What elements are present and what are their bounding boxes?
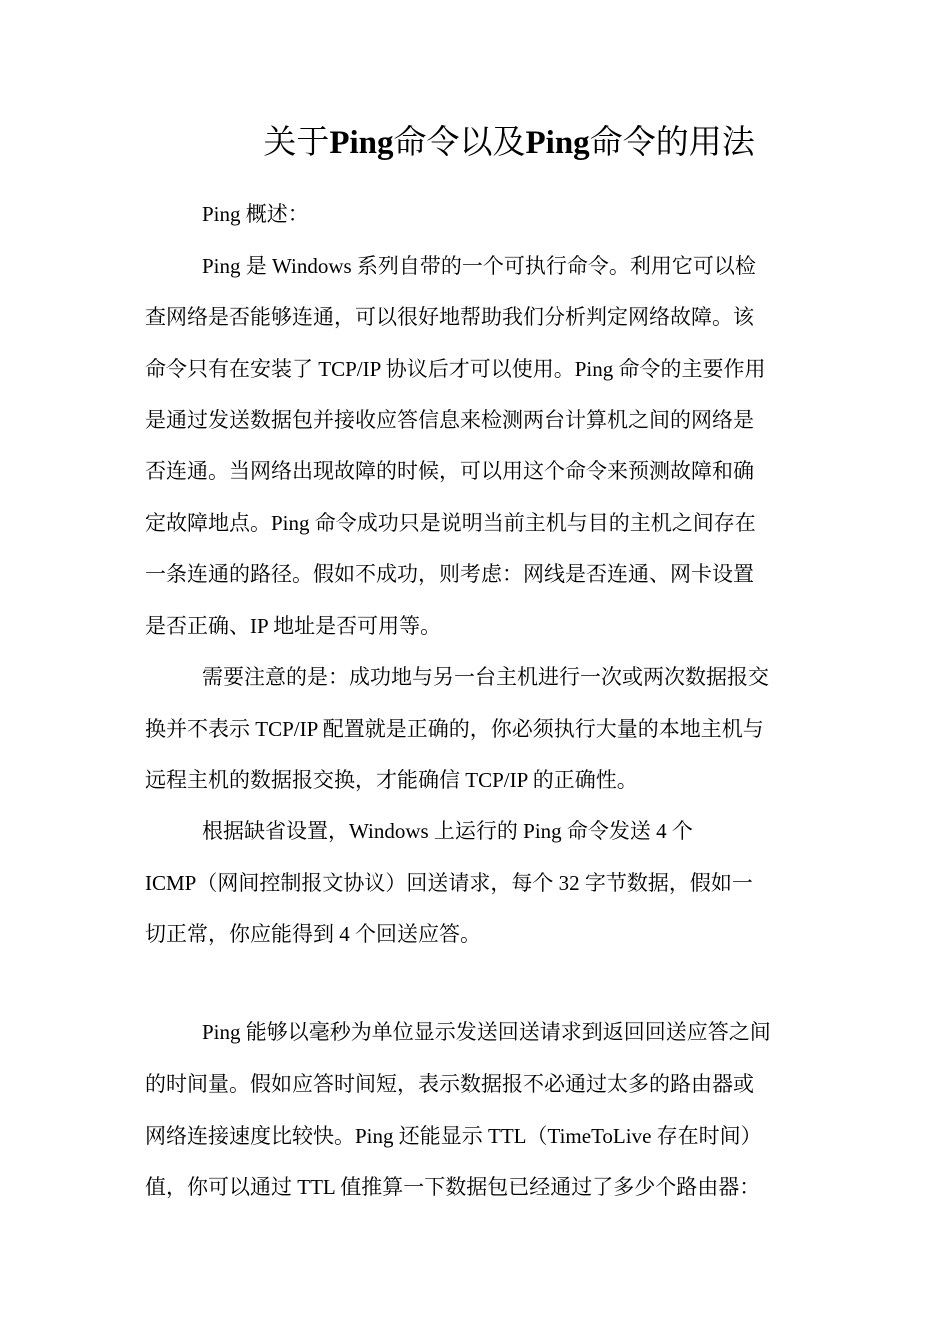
text-line: 换并不表示 TCP/IP 配置就是正确的，你必须执行大量的本地主机与 bbox=[145, 717, 764, 741]
text-line: 根据缺省设置，Windows 上运行的 Ping 命令发送 4 个 bbox=[202, 819, 693, 843]
title-part-3: 命令以及 bbox=[393, 125, 526, 161]
section-heading-overview: Ping 概述： bbox=[202, 202, 309, 226]
text-line: 值，你可以通过 TTL 值推算一下数据包已经通过了多少个路由器： bbox=[145, 1175, 761, 1199]
text-line: 的时间量。假如应答时间短，表示数据报不必通过太多的路由器或 bbox=[145, 1072, 754, 1096]
title-part-2: Ping bbox=[329, 125, 394, 161]
text-line: 是否正确、IP 地址是否可用等。 bbox=[145, 614, 442, 638]
text-line: 查网络是否能够连通，可以很好地帮助我们分析判定网络故障。该 bbox=[145, 305, 754, 329]
title-part-1: 关于 bbox=[263, 125, 330, 161]
text-line: 是通过发送数据包并接收应答信息来检测两台计算机之间的网络是 bbox=[145, 408, 754, 432]
text-line: 一条连通的路径。假如不成功，则考虑：网线是否连通、网卡设置 bbox=[145, 562, 754, 586]
text-line: 定故障地点。Ping 命令成功只是说明当前主机与目的主机之间存在 bbox=[145, 511, 756, 535]
text-line: Ping 能够以毫秒为单位显示发送回送请求到返回回送应答之间 bbox=[202, 1020, 771, 1044]
title-part-4: Ping bbox=[525, 125, 590, 161]
text-line: 切正常，你应能得到 4 个回送应答。 bbox=[145, 922, 481, 946]
text-line: 命令只有在安装了 TCP/IP 协议后才可以使用。Ping 命令的主要作用 bbox=[145, 357, 766, 381]
text-line: ICMP（网间控制报文协议）回送请求，每个 32 字节数据，假如一 bbox=[145, 871, 753, 895]
text-line: 远程主机的数据报交换，才能确信 TCP/IP 的正确性。 bbox=[145, 768, 638, 792]
document-title bbox=[0, 118, 950, 168]
text-line: 否连通。当网络出现故障的时候，可以用这个命令来预测故障和确 bbox=[145, 459, 754, 483]
text-line: Ping 是 Windows 系列自带的一个可执行命令。利用它可以检 bbox=[202, 254, 756, 278]
text-line: 需要注意的是：成功地与另一台主机进行一次或两次数据报交 bbox=[202, 665, 769, 689]
text-line: 网络连接速度比较快。Ping 还能显示 TTL（TimeToLive 存在时间） bbox=[145, 1124, 762, 1148]
title-part-5: 命令的用法 bbox=[589, 125, 755, 161]
